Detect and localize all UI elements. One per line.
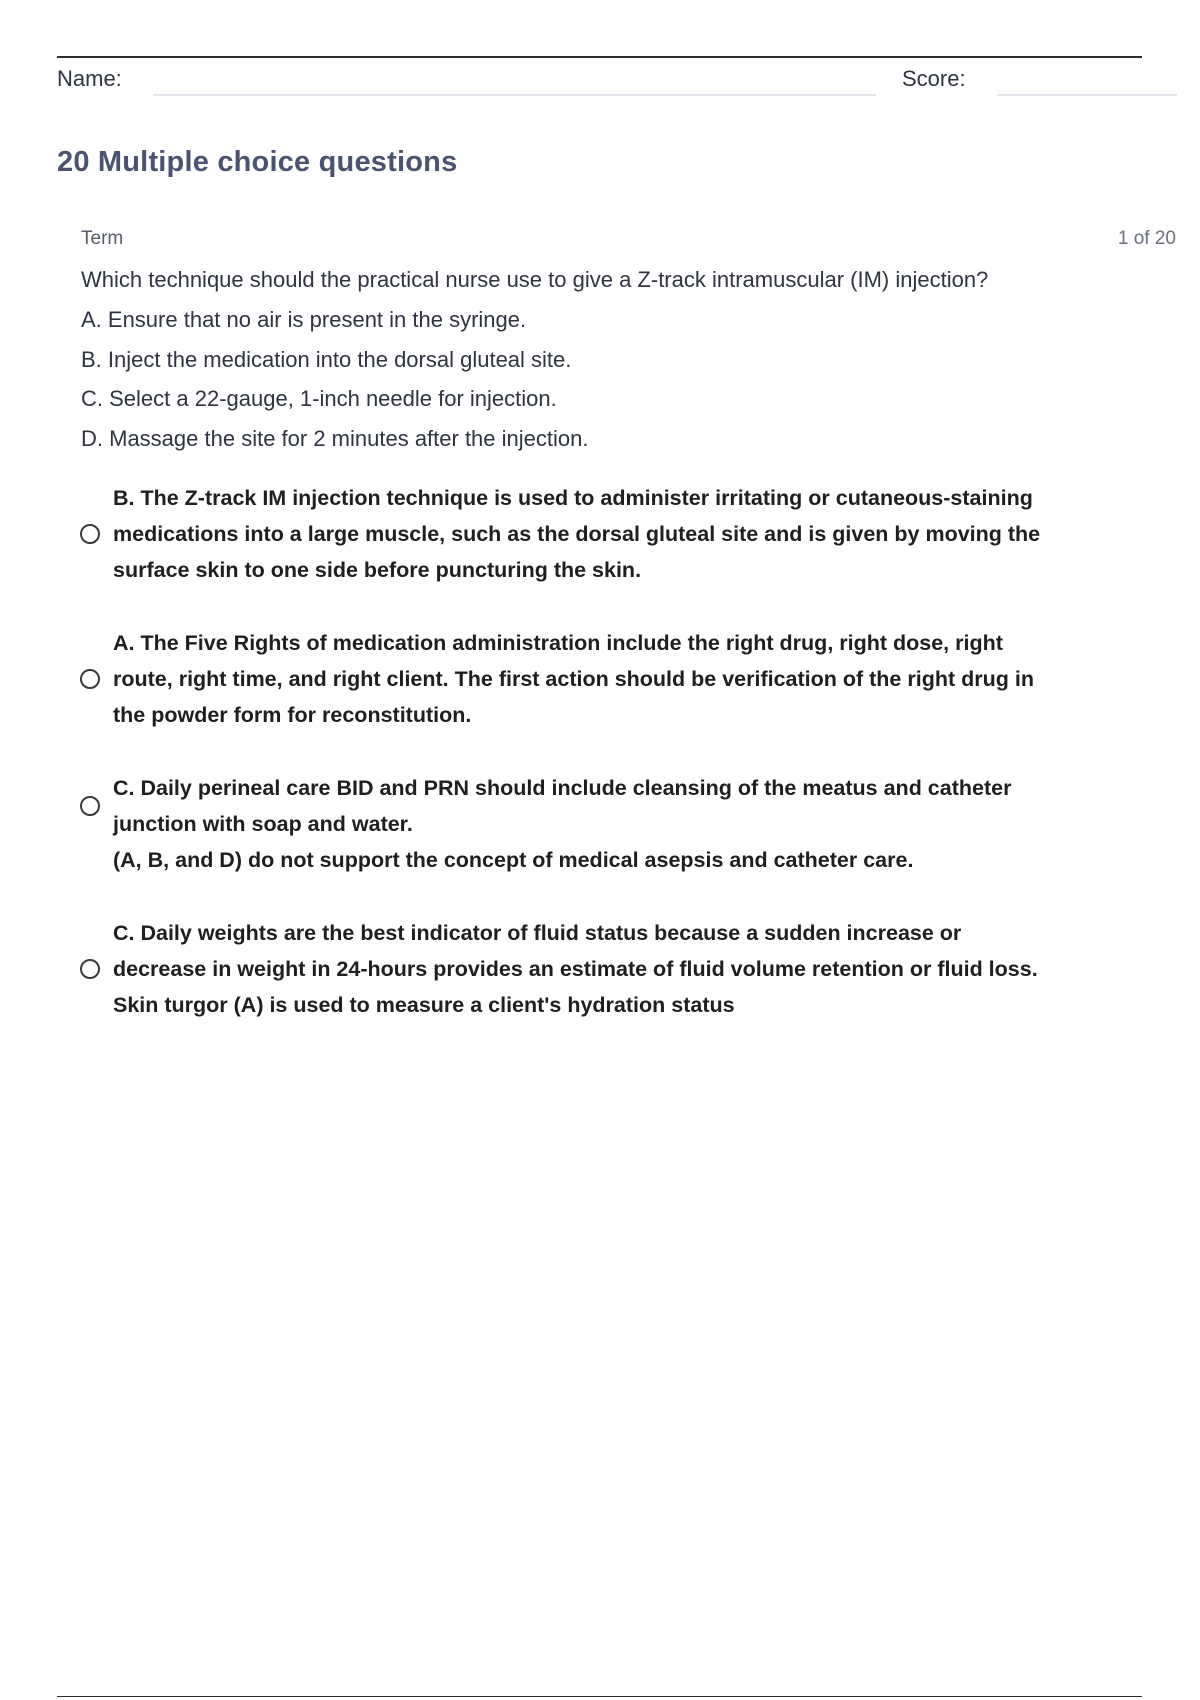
score-field[interactable]	[997, 94, 1177, 96]
radio-button-icon[interactable]	[80, 959, 100, 979]
answer-line: the powder form for reconstitution.	[113, 703, 472, 727]
answer-line: B. The Z-track IM injection technique is used to administer irritating or cutaneous-staining	[113, 486, 1033, 510]
answer-option-2[interactable]	[80, 625, 1160, 733]
answer-option-3[interactable]	[80, 770, 1160, 878]
answer-line: (A, B, and D) do not support the concept of medical asepsis and catheter care.	[113, 848, 914, 872]
bottom-divider	[57, 1696, 1142, 1697]
answer-line: decrease in weight in 24-hours provides an estimate of fluid volume retention or fluid loss.	[113, 957, 1038, 981]
answer-option-4[interactable]	[80, 915, 1160, 1023]
answer-option-text	[113, 480, 1040, 588]
name-label: Name:	[57, 66, 122, 91]
radio-button-icon[interactable]	[80, 796, 100, 816]
answer-option-text	[113, 625, 1034, 733]
answer-line: route, right time, and right client. The first action should be verification of the right drug in	[113, 667, 1034, 691]
question-choices	[81, 306, 588, 464]
top-divider	[57, 56, 1142, 58]
term-label: Term	[81, 228, 124, 249]
radio-button-icon[interactable]	[80, 669, 100, 689]
answer-line: medications into a large muscle, such as the dorsal gluteal site and is given by moving the	[113, 522, 1041, 546]
answer-line: surface skin to one side before puncturing the skin.	[113, 558, 642, 582]
answer-line: Skin turgor (A) is used to measure a client's hydration status	[113, 993, 735, 1017]
answer-line: junction with soap and water.	[113, 812, 413, 836]
section-title: 20 Multiple choice questions	[57, 146, 458, 178]
choice-b: B. Inject the medication into the dorsal gluteal site.	[81, 346, 572, 372]
score-label: Score:	[902, 66, 966, 91]
name-score-row	[57, 60, 1177, 100]
choice-c: C. Select a 22-gauge, 1-inch needle for injection.	[81, 386, 557, 411]
question-text: Which technique should the practical nurse use to give a Z-track intramuscular (IM) injection?	[81, 267, 989, 292]
choice-d: D. Massage the site for 2 minutes after the injection.	[81, 425, 589, 451]
answer-option-text	[113, 915, 1038, 1023]
radio-button-icon[interactable]	[80, 524, 100, 544]
answer-line: C. Daily perineal care BID and PRN should include cleansing of the meatus and catheter	[113, 776, 1012, 800]
answer-line: A. The Five Rights of medication administration include the right drug, right dose, right	[113, 631, 1003, 655]
answer-option-1[interactable]	[80, 480, 1160, 588]
answer-option-text	[113, 770, 1011, 878]
choice-a: A. Ensure that no air is present in the syringe.	[81, 307, 527, 332]
question-counter: 1 of 20	[1117, 228, 1176, 249]
answer-line: C. Daily weights are the best indicator of fluid status because a sudden increase or	[113, 921, 962, 945]
name-field[interactable]	[153, 94, 876, 96]
